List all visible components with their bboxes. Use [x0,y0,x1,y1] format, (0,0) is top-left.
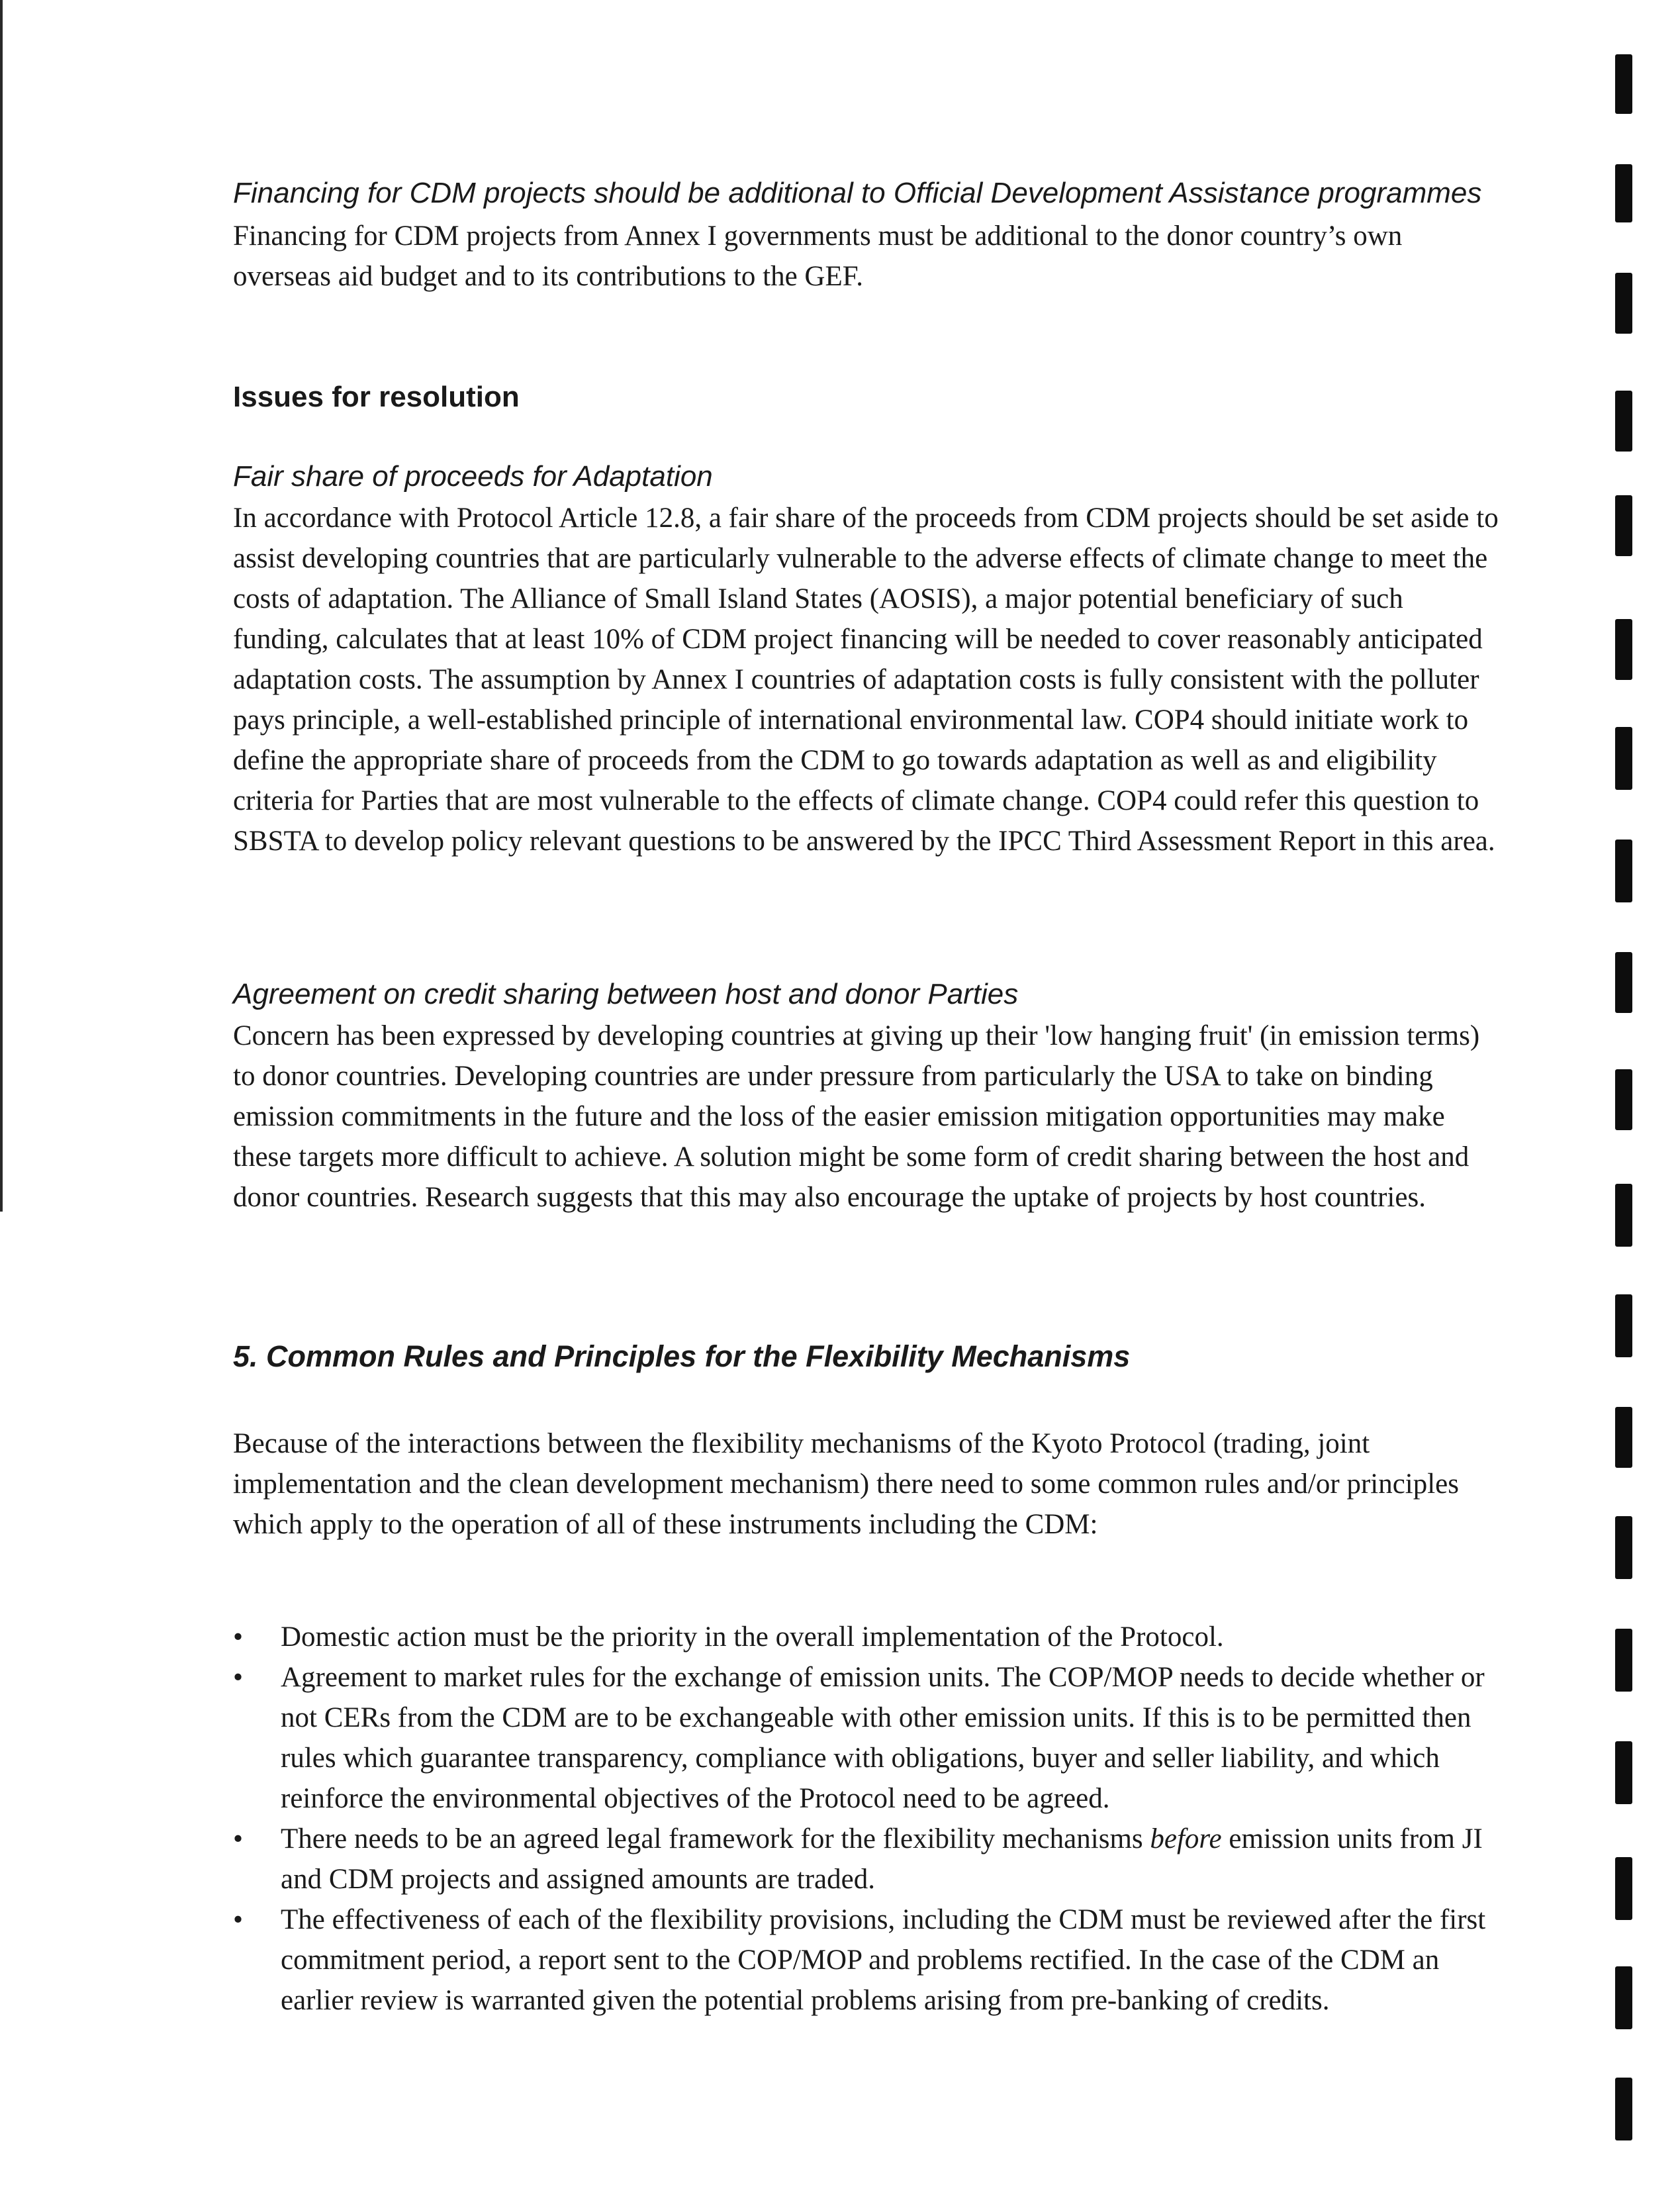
bullet-text: Agreement to market rules for the exchange of emission units. The COP/MOP needs to decide whether or not CERs from the CDM are to be exchangeable with other emission units. If this is to be permitted then rules which guarantee transparency, compliance with obligations, buyer and seller liability, and which reinforce the environmental objectives of the Protocol need to be agreed. [281,1662,1485,1814]
binding-mark [1615,164,1632,222]
binding-mark [1615,1184,1632,1247]
binding-mark [1615,1857,1632,1920]
bullet-item [233,1617,1504,1657]
section5-bullets [233,1617,1504,2021]
binding-mark [1615,727,1632,790]
binding-mark [1615,495,1632,556]
bullet-icon: • [233,1823,244,1854]
binding-hole-marks [1615,0,1642,2210]
bullet-item [233,1819,1504,1899]
binding-mark [1615,391,1632,452]
section5-intro-paragraph: Because of the interactions between the flexibility mechanisms of the Kyoto Protocol (trading, joint implementation and the clean development mechanism) there need to some common rules and/or principles which apply to the operation of all of these instruments including the CDM: [233,1428,1460,1540]
financing-section [233,173,1504,297]
binding-mark [1615,1516,1632,1579]
section5-heading: 5. Common Rules and Principles for the Flexibility Mechanisms [233,1339,1131,1373]
bullet-icon: • [233,1662,244,1693]
binding-mark [1615,1629,1632,1692]
issues-heading-block [233,377,1504,417]
bullet-emphasis: before [1150,1823,1222,1854]
heading-issues-for-resolution: Issues for resolution [233,381,520,413]
binding-mark [1615,1966,1632,2029]
paragraph-financing: Financing for CDM projects from Annex I governments must be additional to the donor country’s own overseas aid budget and to its contributions to the GEF. [233,220,1403,292]
subheading-credit-sharing: Agreement on credit sharing between host and donor Parties [233,978,1019,1010]
bullet-icon: • [233,1621,244,1653]
subheading-fair-share: Fair share of proceeds for Adaptation [233,460,713,493]
binding-mark [1615,2078,1632,2140]
fair-share-section [233,457,1504,861]
paragraph-fair-share: In accordance with Protocol Article 12.8, a fair share of the proceeds from CDM projects should be set aside to assist developing countries that are particularly vulnerable to the adverse effects of climate change to meet the costs of adaptation. The Alliance of Small Island States (AOSIS), a major potential beneficiary of such funding, calculates that at least 10% of CDM project financing will be needed to cover reasonably anticipated adaptation costs. The assumption by Annex I countries of adaptation costs is fully consistent with the polluter pays principle, a well-established principle of international environmental law. COP4 should initiate work to define the appropriate share of proceeds from the CDM to go towards adaptation as well as and eligibility criteria for Parties that are most vulnerable to the effects of climate change. COP4 could refer this question to SBSTA to develop policy relevant questions to be answered by the IPCC Third Assessment Report in this area. [233,503,1499,857]
bullet-icon: • [233,1904,244,1935]
binding-mark [1615,619,1632,680]
credit-sharing-section [233,975,1504,1218]
binding-mark [1615,54,1632,114]
binding-mark [1615,840,1632,902]
bullet-text-continued: emission units from JI and CDM projects and assigned amounts are traded. [281,1823,1483,1895]
section5-heading-block [233,1337,1504,1376]
section5-intro-block [233,1423,1504,1545]
binding-mark [1615,952,1632,1013]
page-edge-line [0,0,3,1212]
binding-mark [1615,1741,1632,1804]
binding-mark [1615,1294,1632,1357]
binding-mark [1615,273,1632,334]
paragraph-credit-sharing: Concern has been expressed by developing countries at giving up their 'low hanging fruit' (in emission terms) to donor countries. Developing countries are under pressure from particularly the USA to take on binding emission commitments in the future and the loss of the easier emission mitigation opportunities may make these targets more difficult to achieve. A solution might be some form of credit sharing between the host and donor countries. Research suggests that this may also encourage the uptake of projects by host countries. [233,1020,1480,1213]
binding-mark [1615,1407,1632,1468]
binding-mark [1615,1069,1632,1130]
bullet-text: There needs to be an agreed legal framework for the flexibility mechanisms [281,1823,1150,1854]
bullet-text: The effectiveness of each of the flexibility provisions, including the CDM must be reviewed after the first commitment period, a report sent to the COP/MOP and problems rectified. In the case of the CDM an earlier review is warranted given the potential problems arising from pre-banking of credits. [281,1904,1486,2016]
subheading-financing: Financing for CDM projects should be additional to Official Development Assistance programmes [233,177,1482,209]
bullet-item [233,1657,1504,1819]
bullet-text: Domestic action must be the priority in the overall implementation of the Protocol. [281,1621,1224,1653]
bullet-item [233,1899,1504,2021]
